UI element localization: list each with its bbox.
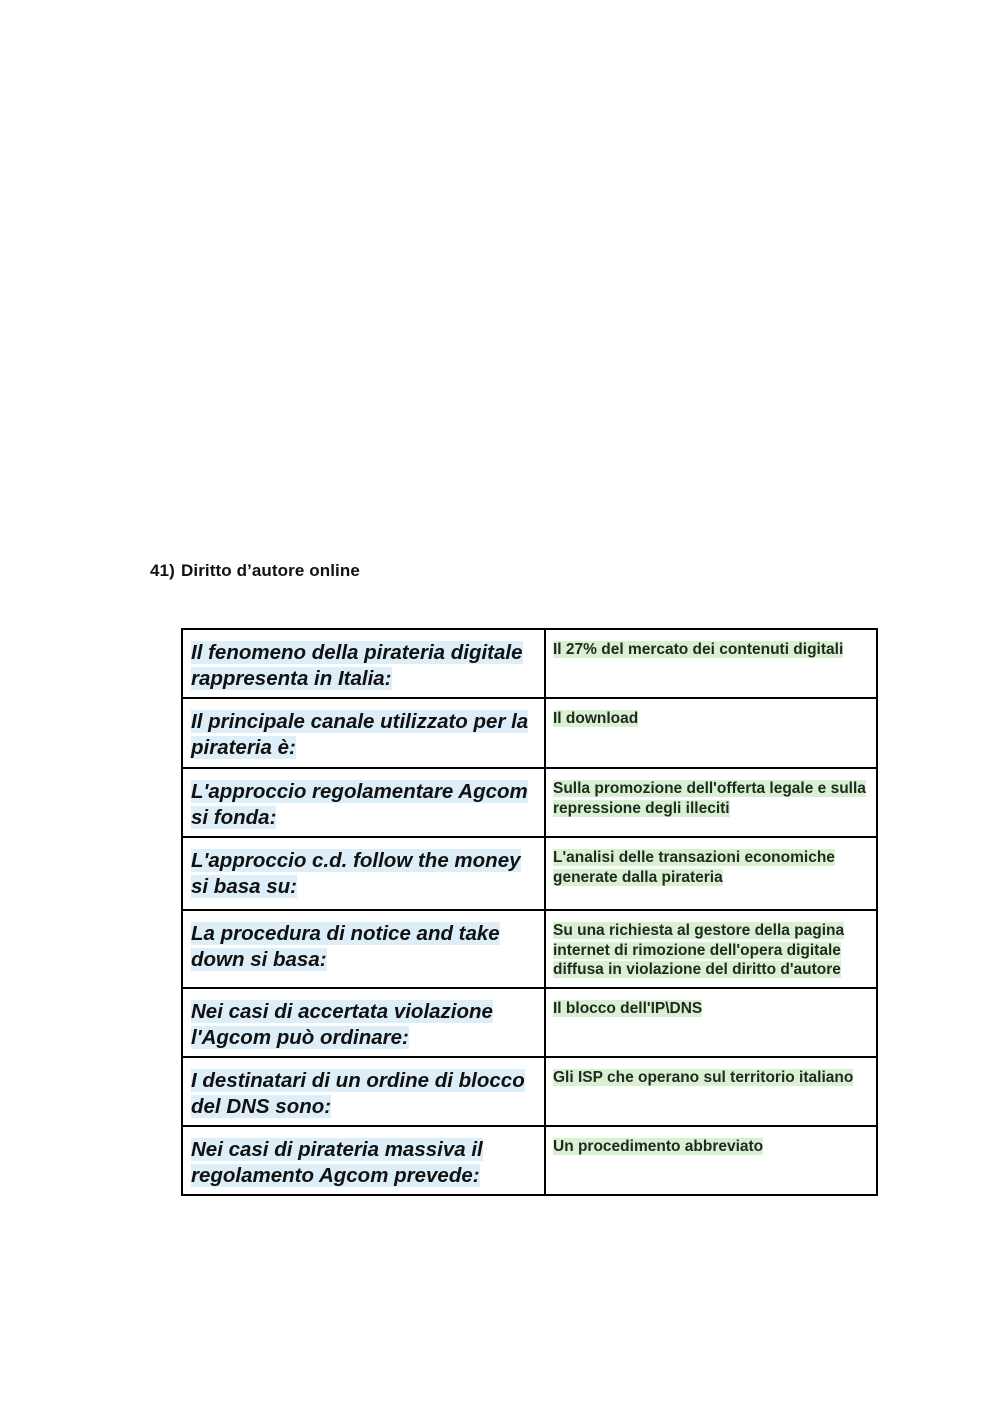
section-number: 41) [150,561,175,580]
answer-text: L'analisi delle transazioni economiche generate dalla pirateria [553,849,835,886]
table-row [182,837,877,910]
answer-text: Sulla promozione dell'offerta legale e sulla repressione degli illeciti [553,780,866,817]
question-cell [182,768,545,837]
table-row [182,1126,877,1195]
answer-text: Il blocco dell'IP\DNS [553,1000,703,1017]
question-cell [182,910,545,988]
table-row [182,629,877,698]
question-cell [182,988,545,1057]
table-row [182,988,877,1057]
question-text: Nei casi di accertata violazione l'Agcom può ordinare: [191,1000,493,1049]
answer-text: Il download [553,710,639,727]
question-text: Il fenomeno della pirateria digitale rappresenta in Italia: [191,641,523,690]
answer-cell [545,768,877,837]
question-cell [182,698,545,768]
question-cell [182,1126,545,1195]
section-title: Diritto d’autore online [181,561,360,580]
answer-cell [545,988,877,1057]
qa-table [181,628,878,1196]
question-text: I destinatari di un ordine di blocco del DNS sono: [191,1069,525,1118]
table-row [182,698,877,768]
answer-cell [545,910,877,988]
answer-cell [545,698,877,768]
question-text: L'approccio regolamentare Agcom si fonda: [191,780,528,829]
question-cell [182,837,545,910]
question-cell [182,1057,545,1126]
question-text: Nei casi di pirateria massiva il regolamento Agcom prevede: [191,1138,483,1187]
section-heading [150,561,360,581]
table-row [182,768,877,837]
question-cell [182,629,545,698]
question-text: La procedura di notice and take down si basa: [191,922,500,971]
answer-cell [545,837,877,910]
table-row [182,1057,877,1126]
answer-text: Gli ISP che operano sul territorio italiano [553,1069,854,1086]
answer-text: Il 27% del mercato dei contenuti digitali [553,641,844,658]
table-row [182,910,877,988]
answer-text: Un procedimento abbreviato [553,1138,764,1155]
answer-cell [545,629,877,698]
question-text: Il principale canale utilizzato per la pirateria è: [191,710,529,759]
answer-text: Su una richiesta al gestore della pagina internet di rimozione dell'opera digitale diffusa in violazione del diritto d'autore [553,922,845,978]
answer-cell [545,1057,877,1126]
answer-cell [545,1126,877,1195]
question-text: L'approccio c.d. follow the money si basa su: [191,849,521,898]
